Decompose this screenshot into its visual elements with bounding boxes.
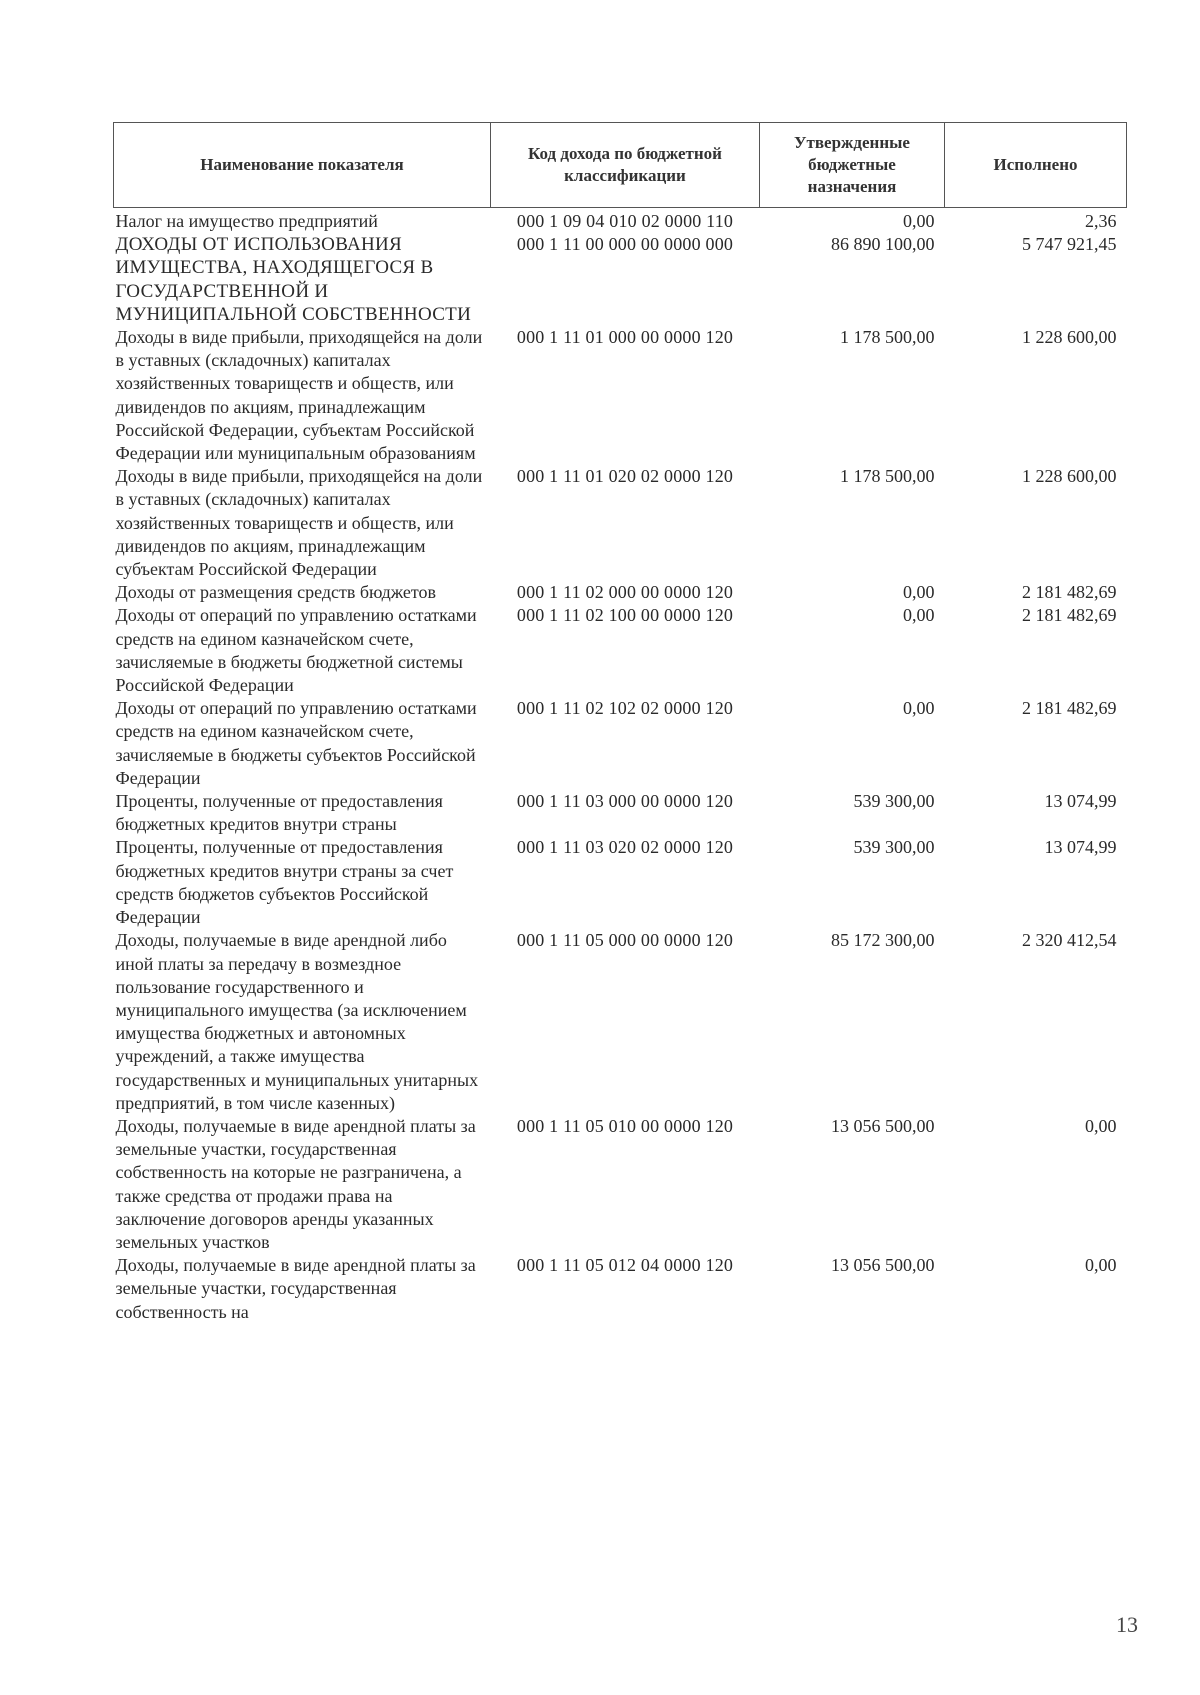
- row-code: 000 1 11 05 012 04 0000 120: [516, 1255, 734, 1276]
- row-approved: 13 056 500,00: [831, 1115, 935, 1136]
- row-executed: 0,00: [1085, 1255, 1117, 1276]
- row-code: 000 1 11 02 100 00 0000 120: [516, 605, 734, 626]
- row-name: ДОХОДЫ ОТ ИСПОЛЬЗОВАНИЯ ИМУЩЕСТВА, НАХОДЯЩЕГОСЯ В ГОСУДАРСТВЕННОЙ И МУНИЦИПАЛЬНОЙ СОБСТВЕННОСТИ: [115, 234, 472, 325]
- row-executed: 13 074,99: [1044, 791, 1117, 812]
- row-code: 000 1 09 04 010 02 0000 110: [516, 211, 734, 231]
- row-name: Проценты, полученные от предоставления бюджетных кредитов внутри страны: [115, 791, 443, 835]
- row-approved: 1 178 500,00: [840, 466, 935, 487]
- page-number: 13: [1116, 1612, 1138, 1637]
- table-header: [114, 123, 1127, 208]
- row-approved: 86 890 100,00: [831, 234, 935, 255]
- row-executed: 2 181 482,69: [1022, 698, 1117, 719]
- row-approved: 0,00: [903, 582, 935, 603]
- row-approved: 1 178 500,00: [840, 327, 935, 348]
- table-row: [114, 1254, 1127, 1324]
- row-approved: 539 300,00: [853, 837, 935, 858]
- row-executed: 1 228 600,00: [1022, 327, 1117, 348]
- row-name: Доходы от операций по управлению остатками средств на едином казначейском счете, зачисляемые в бюджеты бюджетной системы Российской Федерации: [115, 605, 477, 696]
- table-row: [114, 208, 1127, 234]
- row-executed: 2 181 482,69: [1022, 605, 1117, 626]
- row-executed: 2 320 412,54: [1022, 930, 1117, 951]
- header-approved-assignments: Утвержденные бюджетные назначения: [760, 123, 945, 208]
- row-name: Доходы от размещения средств бюджетов: [115, 582, 437, 603]
- row-code: 000 1 11 03 020 02 0000 120: [516, 837, 734, 858]
- row-code: 000 1 11 00 000 00 0000 000: [516, 234, 734, 255]
- table-row: [114, 1115, 1127, 1254]
- table-row: [114, 790, 1127, 836]
- row-executed: 2,36: [1085, 211, 1117, 231]
- header-indicator-name: Наименование показателя: [114, 123, 491, 208]
- row-approved: 0,00: [903, 605, 935, 626]
- row-executed: 13 074,99: [1044, 837, 1117, 858]
- row-code: 000 1 11 05 000 00 0000 120: [516, 930, 734, 951]
- table-row: [114, 233, 1127, 326]
- table-row: [114, 697, 1127, 790]
- row-name: Налог на имущество предприятий: [115, 211, 378, 231]
- row-code: 000 1 11 01 000 00 0000 120: [516, 327, 734, 348]
- table-row: [114, 465, 1127, 581]
- row-approved: 0,00: [903, 211, 935, 231]
- row-name: Доходы от операций по управлению остатками средств на едином казначейском счете, зачисляемые в бюджеты субъектов Российской Федерации: [115, 698, 477, 788]
- row-name: Доходы, получаемые в виде арендной либо иной платы за передачу в возмездное пользование государственного и муниципального имущества (за исключением имущества бюджетных и автономных учреждений, а также имущества государственных и муниципальных унитарных предприятий, в том числе казенных): [115, 930, 479, 1113]
- row-name: Доходы в виде прибыли, приходящейся на доли в уставных (складочных) капиталах хозяйственных товариществ и обществ, или дивидендов по акциям, принадлежащим Российской Федерации, субъектам Российской Федерации или муниципальным образованиям: [115, 327, 483, 464]
- table-row: [114, 929, 1127, 1115]
- row-executed: 2 181 482,69: [1022, 582, 1117, 603]
- row-executed: 0,00: [1085, 1115, 1117, 1136]
- table-row: [114, 326, 1127, 465]
- header-executed: Исполнено: [945, 123, 1127, 208]
- row-code: 000 1 11 05 010 00 0000 120: [516, 1115, 734, 1136]
- row-name: Проценты, полученные от предоставления бюджетных кредитов внутри страны за счет средств бюджетов субъектов Российской Федерации: [115, 837, 454, 928]
- row-code: 000 1 11 03 000 00 0000 120: [516, 791, 734, 812]
- row-executed: 5 747 921,45: [1022, 234, 1117, 255]
- row-approved: 539 300,00: [853, 791, 935, 812]
- row-code: 000 1 11 02 102 02 0000 120: [516, 698, 734, 719]
- row-name: Доходы, получаемые в виде арендной платы за земельные участки, государственная собственность на: [115, 1255, 476, 1322]
- table-row: [114, 581, 1127, 604]
- table-body: [114, 208, 1127, 1324]
- table-row: [114, 836, 1127, 929]
- row-code: 000 1 11 02 000 00 0000 120: [516, 582, 734, 603]
- row-executed: 1 228 600,00: [1022, 466, 1117, 487]
- row-approved: 13 056 500,00: [831, 1255, 935, 1276]
- row-name: Доходы, получаемые в виде арендной платы за земельные участки, государственная собственность на которые не разграничена, а также средства от продажи права на заключение договоров аренды указанных земельных участков: [115, 1115, 476, 1252]
- header-row: [114, 123, 1127, 208]
- row-approved: 0,00: [903, 698, 935, 719]
- table-row: [114, 604, 1127, 697]
- row-name: Доходы в виде прибыли, приходящейся на доли в уставных (складочных) капиталах хозяйственных товариществ и обществ, или дивидендов по акциям, принадлежащим субъектам Российской Федерации: [115, 466, 483, 580]
- header-classification-code: Код дохода по бюджетной классификации: [491, 123, 760, 208]
- row-code: 000 1 11 01 020 02 0000 120: [516, 466, 734, 487]
- row-approved: 85 172 300,00: [831, 930, 935, 951]
- income-table: [113, 122, 1127, 1324]
